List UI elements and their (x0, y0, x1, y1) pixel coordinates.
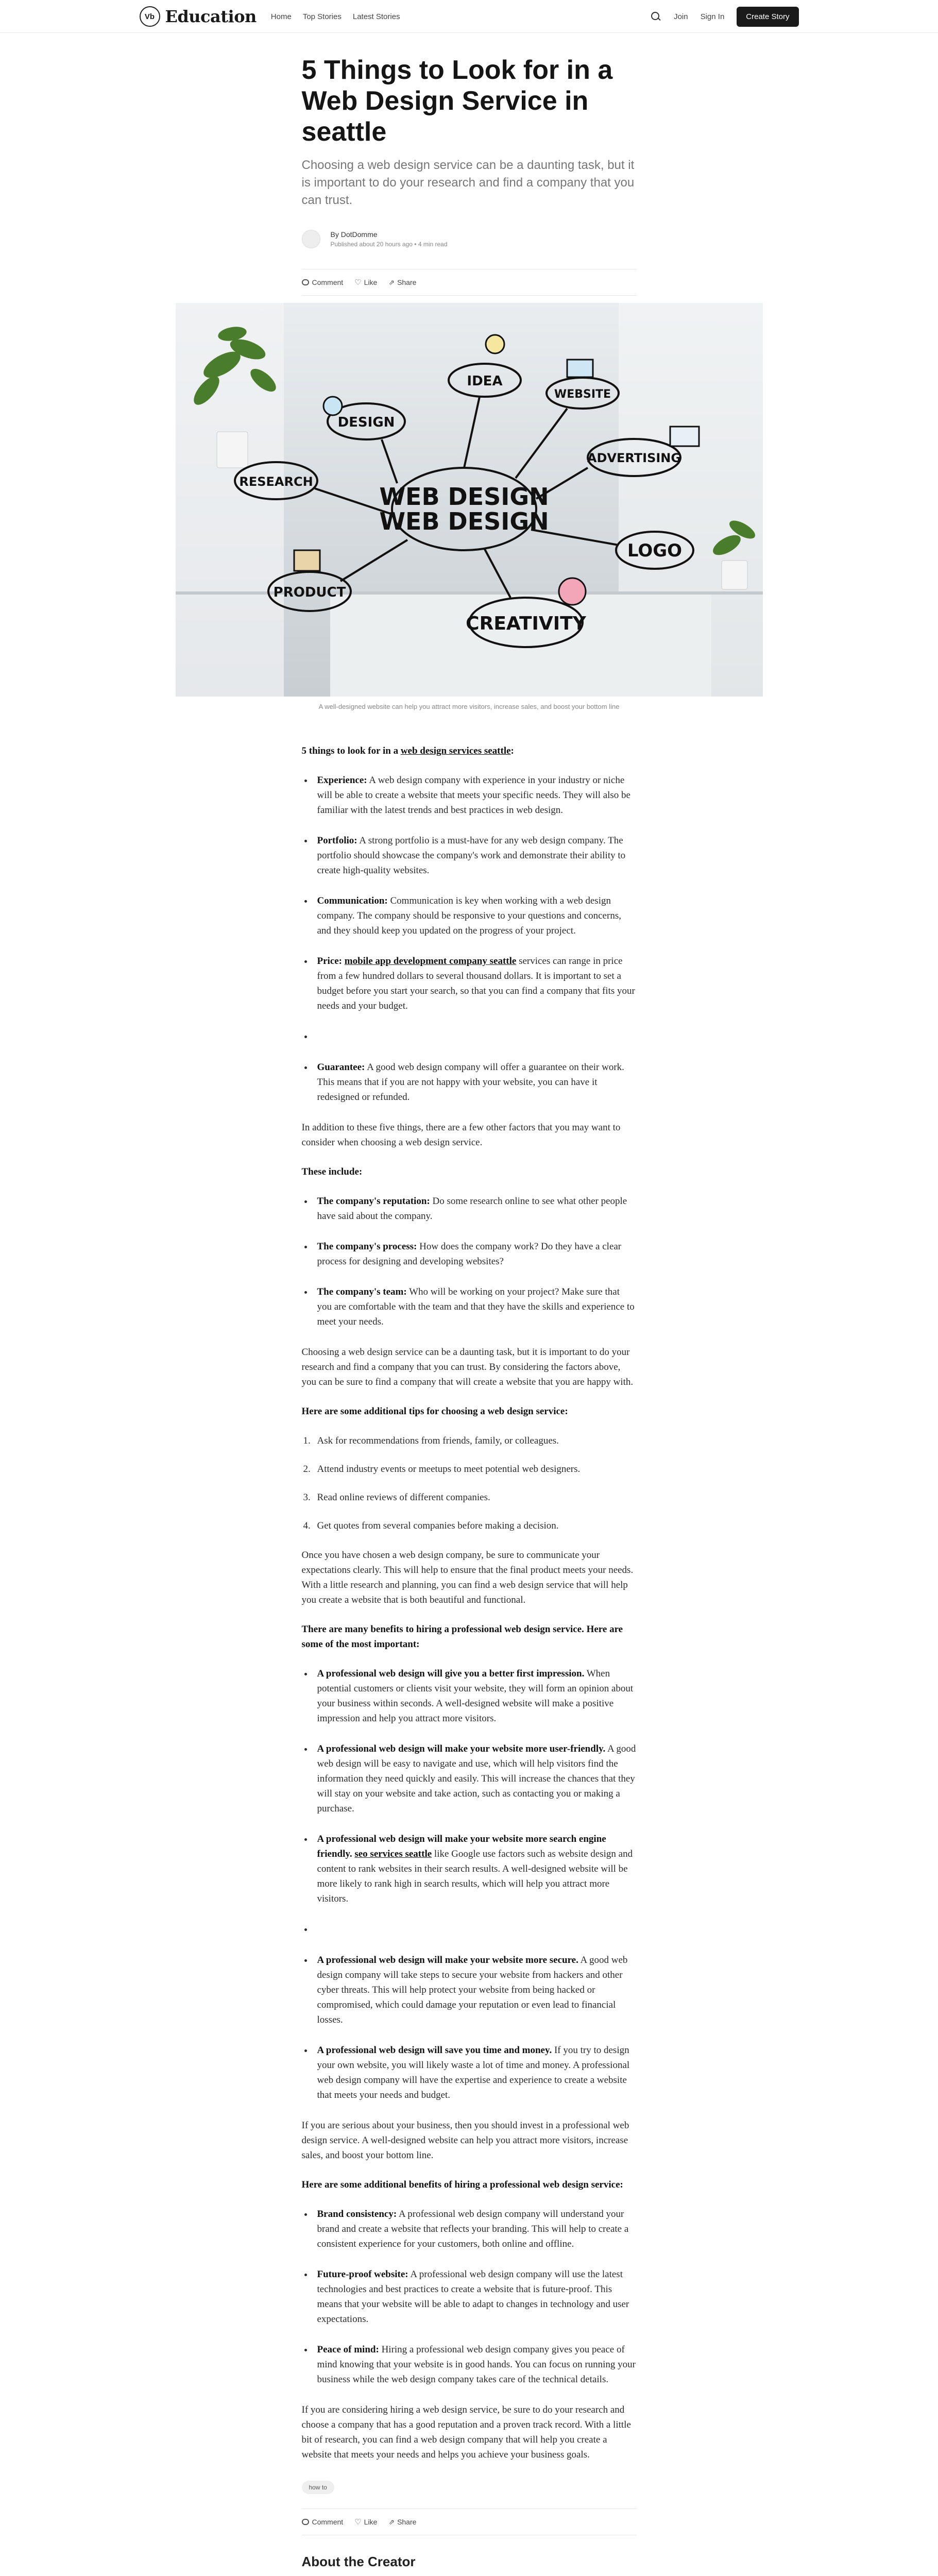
paragraph: These include: (301, 1166, 363, 1177)
main-nav (271, 12, 412, 21)
nav-top-stories[interactable]: Top Stories (302, 12, 342, 21)
comment-button[interactable]: Comment (302, 278, 344, 286)
paragraph: Here are some additional tips for choosing a web design service: (301, 1406, 568, 1417)
about-creator (302, 2554, 637, 2576)
list-item: • Experience: A web design company with experience in your industry or niche will be able to create a website that meets your specific needs. They will also be familiar with the latest trends and best practices in web design. (313, 773, 637, 818)
article-actions (302, 269, 637, 295)
list-item: 1. Ask for recommendations from friends, family, or colleagues. (313, 1433, 637, 1448)
benefits-list-continued (313, 1953, 637, 2103)
list-item: • The company's process: How does the company work? Do they have a clear process for designing and developing websites? (313, 1239, 637, 1269)
comment-icon (302, 279, 309, 285)
author-avatar[interactable] (302, 230, 320, 248)
article-title: 5 Things to Look for in a Web Design Service in seattle (301, 55, 613, 147)
list-item: • Peace of mind: Hiring a professional web design company gives you peace of mind knowing that your website is in good hands. You can focus on running your business while the web design company takes care of the technical details. (313, 2342, 637, 2387)
list-item: • Guarantee: A good web design company will offer a guarantee on their work. This means that if you are not happy with your website, you can have it redesigned or refunded. (313, 1060, 637, 1105)
create-story-button[interactable]: Create Story (737, 7, 798, 27)
seo-services-seattle-link[interactable]: seo services seattle (354, 1849, 432, 1859)
paragraph: Choosing a web design service can be a daunting task, but it is important to do your research and find a company that you can trust. By considering the factors above, you can be sure to find a company that will create a website that you are happy with. (301, 1347, 634, 1387)
hero-label: IDEA (466, 374, 503, 389)
things-list (313, 773, 637, 1044)
intro-paragraph: 5 things to look for in a web design services seattle: (301, 745, 514, 756)
divider (302, 295, 637, 296)
share-button[interactable]: ⇗ Share (388, 2517, 417, 2526)
top-navigation-bar (0, 0, 938, 33)
tips-list (313, 1433, 637, 1533)
hero-label: CREATIVITY (465, 613, 586, 634)
comment-icon (302, 2519, 309, 2525)
article-footer-actions (302, 2509, 637, 2535)
nav-latest-stories[interactable]: Latest Stories (352, 12, 400, 21)
list-item: • A professional web design will make your website more search engine friendly. seo services seattle like Google use factors such as website design and content to rank websites in their search results. A well-designed website will be more likely to rank high in search results, which will help you attract more visitors. (313, 1832, 637, 1906)
hero-label: RESEARCH (238, 474, 313, 489)
paragraph: Here are some additional benefits of hiring a professional web design service: (301, 2179, 623, 2190)
list-item: • Communication: Communication is key when working with a web design company. The company should be responsive to your questions and concerns, and they should keep you updated on the progress of your project. (313, 893, 637, 938)
hero-label: ADVERTISING (587, 451, 681, 465)
hero-figure (176, 303, 763, 710)
share-button[interactable]: ⇗ Share (388, 278, 417, 286)
mobile-app-development-link[interactable]: mobile app development company seattle (344, 956, 517, 967)
share-icon: ⇗ (388, 278, 395, 286)
tags (302, 2481, 637, 2494)
list-item: • The company's team: Who will be working on your project? Make sure that you are comfortable with the team and that they have the skills and experience to meet your needs. (313, 1284, 637, 1329)
list-item: • Future-proof website: A professional web design company will use the latest technologies and best practices to create a website that is future-proof. This means that your website will be able to adapt to changes in technology and user expectations. (313, 2267, 637, 2327)
article-header (302, 55, 637, 296)
list-item: • A professional web design will make your website more user-friendly. A good web design will be easy to navigate and use, which will help visitors find the information they need quickly and easily. This will increase the chances that they will stay on your website and take action, such as contacting you or making a purchase. (313, 1741, 637, 1816)
list-item: 3. Read online reviews of different companies. (313, 1490, 637, 1505)
hero-caption: A well-designed website can help you attract more visitors, increase sales, and boost your bottom line (318, 703, 620, 710)
paragraph: There are many benefits to hiring a professional web design service. Here are some of the most important: (301, 1624, 623, 1650)
hero-label: PRODUCT (273, 585, 346, 600)
benefits-list (313, 1666, 637, 1937)
share-icon: ⇗ (388, 2517, 395, 2526)
list-item: • Brand consistency: A professional web design company will understand your brand and create a website that reflects your branding. This will help to create a consistent experience for your customers, both online and offline. (313, 2207, 637, 2251)
list-item: • A professional web design will give you a better first impression. When potential customers or clients visit your website, they will form an opinion about your business within seconds. A well-designed website will make a positive impression and help you attract more visitors. (313, 1666, 637, 1726)
hero-label: WEBSITE (554, 388, 611, 401)
heart-icon: ♡ (354, 278, 362, 287)
heart-icon: ♡ (354, 2518, 362, 2527)
empty-list-item (313, 1922, 637, 1937)
paragraph: If you are considering hiring a web design service, be sure to do your research and choose a company that has a good reputation and a proven track record. With a little bit of research, you can find a web design company that will help you create a website that meets your needs and helps you achieve your business goals. (301, 2404, 631, 2460)
vocal-logo-icon[interactable]: Vb (140, 6, 160, 27)
list-item: • Price: mobile app development company seattle services can range in price from a few hundred dollars to several thousand dollars. It is important to set a budget before you start your search, so that you can find a company that fits your needs and your budget. (313, 954, 637, 1013)
author-name[interactable]: By DotDomme (330, 230, 378, 239)
like-button[interactable]: ♡ Like (354, 2518, 378, 2527)
hero-label: WEB DESIGN (379, 483, 549, 511)
article-subtitle: Choosing a web design service can be a daunting task, but it is important to do your research and find a company that you can trust. (301, 158, 635, 207)
list-item: 4. Get quotes from several companies before making a decision. (313, 1518, 637, 1533)
additional-benefits-list (313, 2207, 637, 2387)
publish-date: Published about 20 hours ago • 4 min read (330, 241, 448, 248)
hero-label: LOGO (627, 540, 682, 561)
guarantee-list (313, 1060, 637, 1105)
nav-home[interactable]: Home (270, 12, 292, 21)
hero-image (176, 303, 763, 697)
about-heading: About the Creator (301, 2554, 416, 2569)
sign-in-link[interactable]: Sign In (700, 12, 725, 21)
like-button[interactable]: ♡ Like (354, 278, 378, 287)
paragraph: In addition to these five things, there are a few other factors that you may want to consider when choosing a web design service. (301, 1122, 621, 1148)
comment-button[interactable]: Comment (302, 2518, 344, 2526)
tag-chip[interactable]: how to (302, 2481, 334, 2494)
join-link[interactable]: Join (674, 12, 688, 21)
hero-label: DESIGN (337, 415, 395, 430)
list-item: • A professional web design will save you time and money. If you try to design your own website, you will likely waste a lot of time and money. A professional web design company will have the expertise and experience to create a website that meets your needs and budget. (313, 2043, 637, 2103)
list-item: • A professional web design will make your website more secure. A good web design company will take steps to secure your website from hackers and other cyber threats. This will help protect your website from being hacked or compromised, which could damage your reputation or even lead to financial losses. (313, 1953, 637, 2027)
empty-list-item (313, 1029, 637, 1044)
web-design-services-seattle-link[interactable]: web design services seattle (400, 745, 511, 756)
byline (302, 230, 637, 248)
factors-list (313, 1194, 637, 1329)
list-item: • Portfolio: A strong portfolio is a must-have for any web design company. The portfolio should showcase the company's work and demonstrate their ability to create high-quality websites. (313, 833, 637, 878)
list-item: • The company's reputation: Do some research online to see what other people have said about the company. (313, 1194, 637, 1224)
paragraph: Once you have chosen a web design company, be sure to communicate your expectations clearly. This will help to ensure that the final product meets your needs. With a little research and planning, you can find a web design service that will help you create a website that is both beautiful and functional. (301, 1550, 634, 1605)
search-icon[interactable] (650, 11, 661, 22)
list-item: 2. Attend industry events or meetups to meet potential web designers. (313, 1462, 637, 1477)
paragraph: If you are serious about your business, then you should invest in a professional web design service. A well-designed website can help you attract more visitors, increase sales, and boost your bottom line. (301, 2120, 629, 2161)
community-brand[interactable]: Education (165, 7, 257, 26)
article-body (302, 743, 637, 2462)
hero-label: WEB DESIGN (379, 507, 549, 535)
